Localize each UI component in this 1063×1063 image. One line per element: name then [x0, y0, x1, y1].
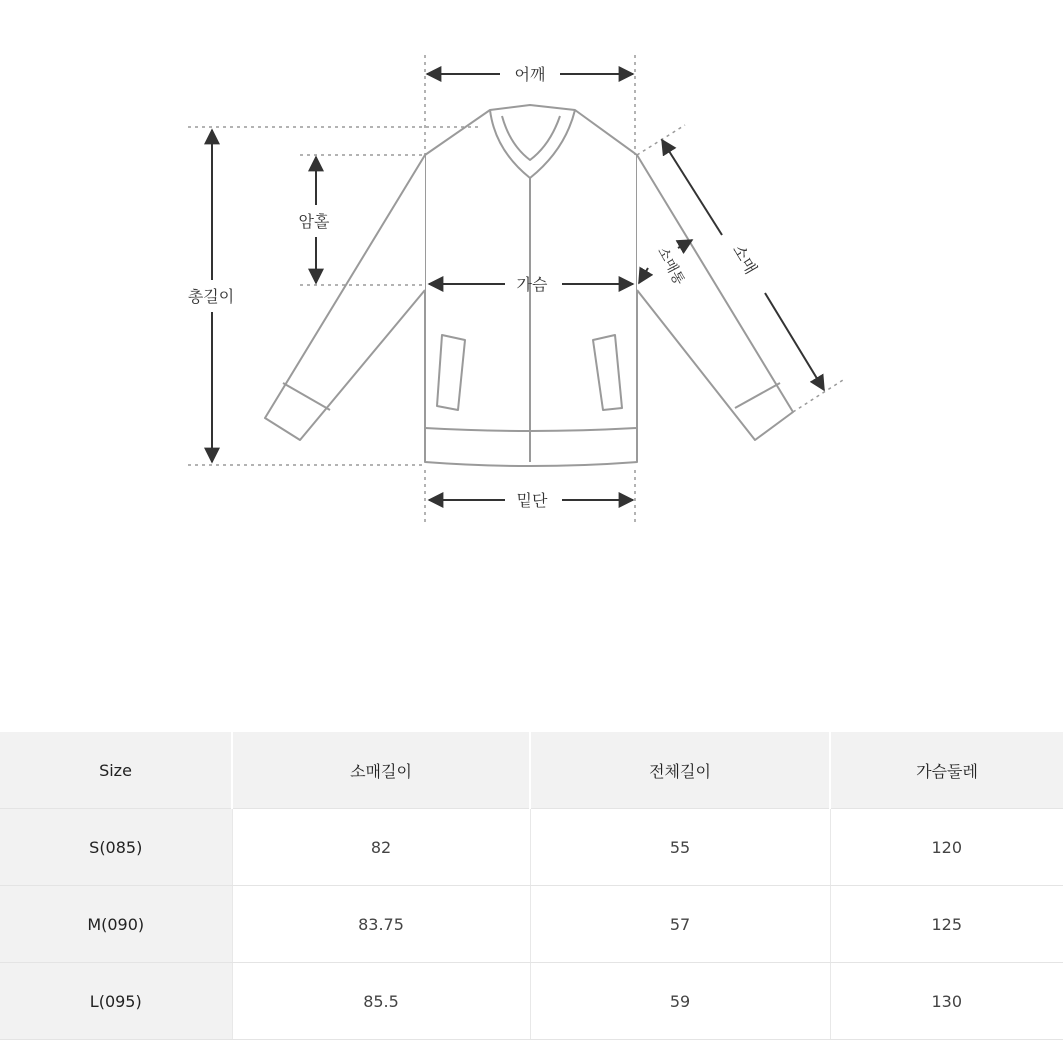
- header-size: Size: [0, 732, 232, 809]
- table-row: [0, 809, 1063, 886]
- total-length-cell: 55: [530, 809, 830, 886]
- total-length-label: 총길이: [187, 287, 235, 306]
- size-cell: M(090): [0, 886, 232, 963]
- chest-label: 가슴: [516, 275, 548, 294]
- total-length-cell: 57: [530, 886, 830, 963]
- chest-circumference-cell: 120: [830, 809, 1063, 886]
- header-total-length: 전체길이: [530, 732, 830, 809]
- sleeve-arrow-bottom: [765, 293, 824, 390]
- size-table: [0, 732, 1063, 1040]
- table-header-row: [0, 732, 1063, 809]
- size-cell: S(085): [0, 809, 232, 886]
- sleeve-length-cell: 83.75: [232, 886, 530, 963]
- armhole-label: 암홀: [298, 212, 330, 231]
- header-sleeve-length: 소매길이: [232, 732, 530, 809]
- sleeve-width-label: 소매통: [653, 244, 688, 288]
- sleeve-length-cell: 82: [232, 809, 530, 886]
- total-length-cell: 59: [530, 963, 830, 1040]
- table-row: [0, 963, 1063, 1040]
- table-row: [0, 886, 1063, 963]
- header-chest-circumference: 가슴둘레: [830, 732, 1063, 809]
- shoulder-label: 어깨: [514, 65, 546, 84]
- hem-label: 밑단: [516, 491, 548, 510]
- chest-circumference-cell: 125: [830, 886, 1063, 963]
- size-cell: L(095): [0, 963, 232, 1040]
- sleeve-length-label: 소매: [728, 241, 761, 278]
- chest-circumference-cell: 130: [830, 963, 1063, 1040]
- sleeve-length-cell: 85.5: [232, 963, 530, 1040]
